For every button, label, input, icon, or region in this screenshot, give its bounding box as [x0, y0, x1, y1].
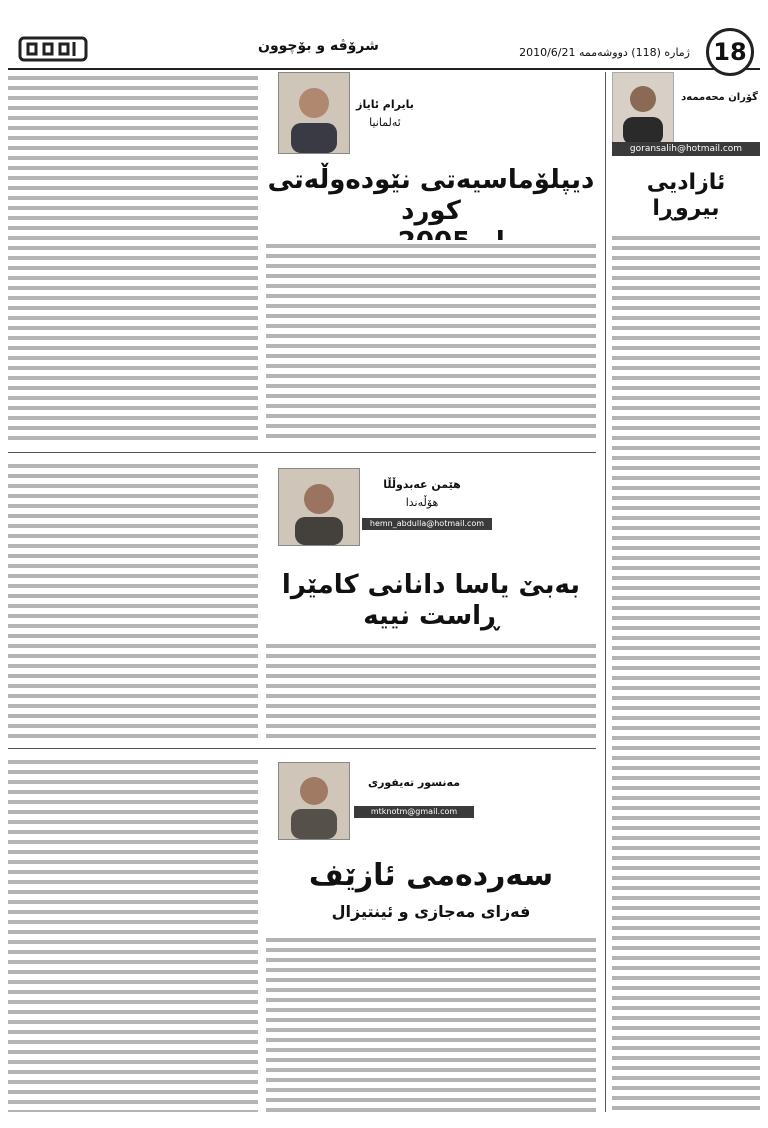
page-number: 18 [706, 28, 754, 76]
article3-subheadline: فەزای مەجازی و ئینتیزال [331, 902, 531, 921]
article1-divider [8, 452, 596, 453]
article1-body-text [266, 240, 596, 440]
newspaper-logo-icon [18, 30, 88, 64]
issue-info: ژماره (118) دووشەممە 2010/6/21 [519, 46, 690, 59]
article3-body-right-text [266, 934, 596, 1112]
column-divider [605, 72, 606, 1112]
article2-author-box [278, 468, 578, 558]
article3-author-box [278, 762, 578, 844]
article2-headline-line2: ڕاست نییە [363, 601, 499, 632]
article3-author-name: مەنسور تەیفوری [367, 776, 461, 789]
column-headline-line1: ئازادیی بیروڕا [646, 170, 726, 222]
article2-body-right-text [266, 640, 596, 740]
article2-body-left-text [8, 460, 258, 740]
article1-author-role: ئەلمانیا [369, 116, 401, 129]
article1-author-photo [278, 72, 350, 154]
article2-divider [8, 748, 596, 749]
columnist-email: goransalih@hotmail.com [612, 142, 760, 156]
article1-author-box [278, 72, 418, 152]
columnist-name: گۆران محەممەد [681, 92, 758, 103]
page-header [8, 28, 760, 70]
article2-author-email: hemn_abdulla@hotmail.com [362, 518, 492, 530]
article3-author-photo [278, 762, 350, 840]
article2-headline-line1: بەبێ یاسا دانانی کامێرا [281, 570, 581, 600]
article2-author-photo [278, 468, 360, 546]
column-body-text [612, 232, 760, 1112]
article2-headline [266, 570, 596, 632]
article3-author-email: mtknotm@gmail.com [354, 806, 474, 818]
section-title: شرۆڤە و بۆچوون [258, 38, 379, 54]
article3-body-left-text [8, 756, 258, 1112]
columnist-photo [612, 72, 674, 146]
article2-author-name: هێمن عەبدوڵڵا [383, 478, 461, 491]
article1-author-name: بایرام ئایاز [356, 98, 414, 111]
article2-author-role: هۆڵەندا [405, 496, 439, 509]
columnist-box [612, 72, 760, 156]
article1-headline-line1: دیپلۆماسیەتی نێودەوڵەتی کورد [267, 165, 595, 227]
article1-body-left-text [8, 72, 258, 444]
article3-headline: سەردەمی ئازێف [308, 858, 554, 893]
